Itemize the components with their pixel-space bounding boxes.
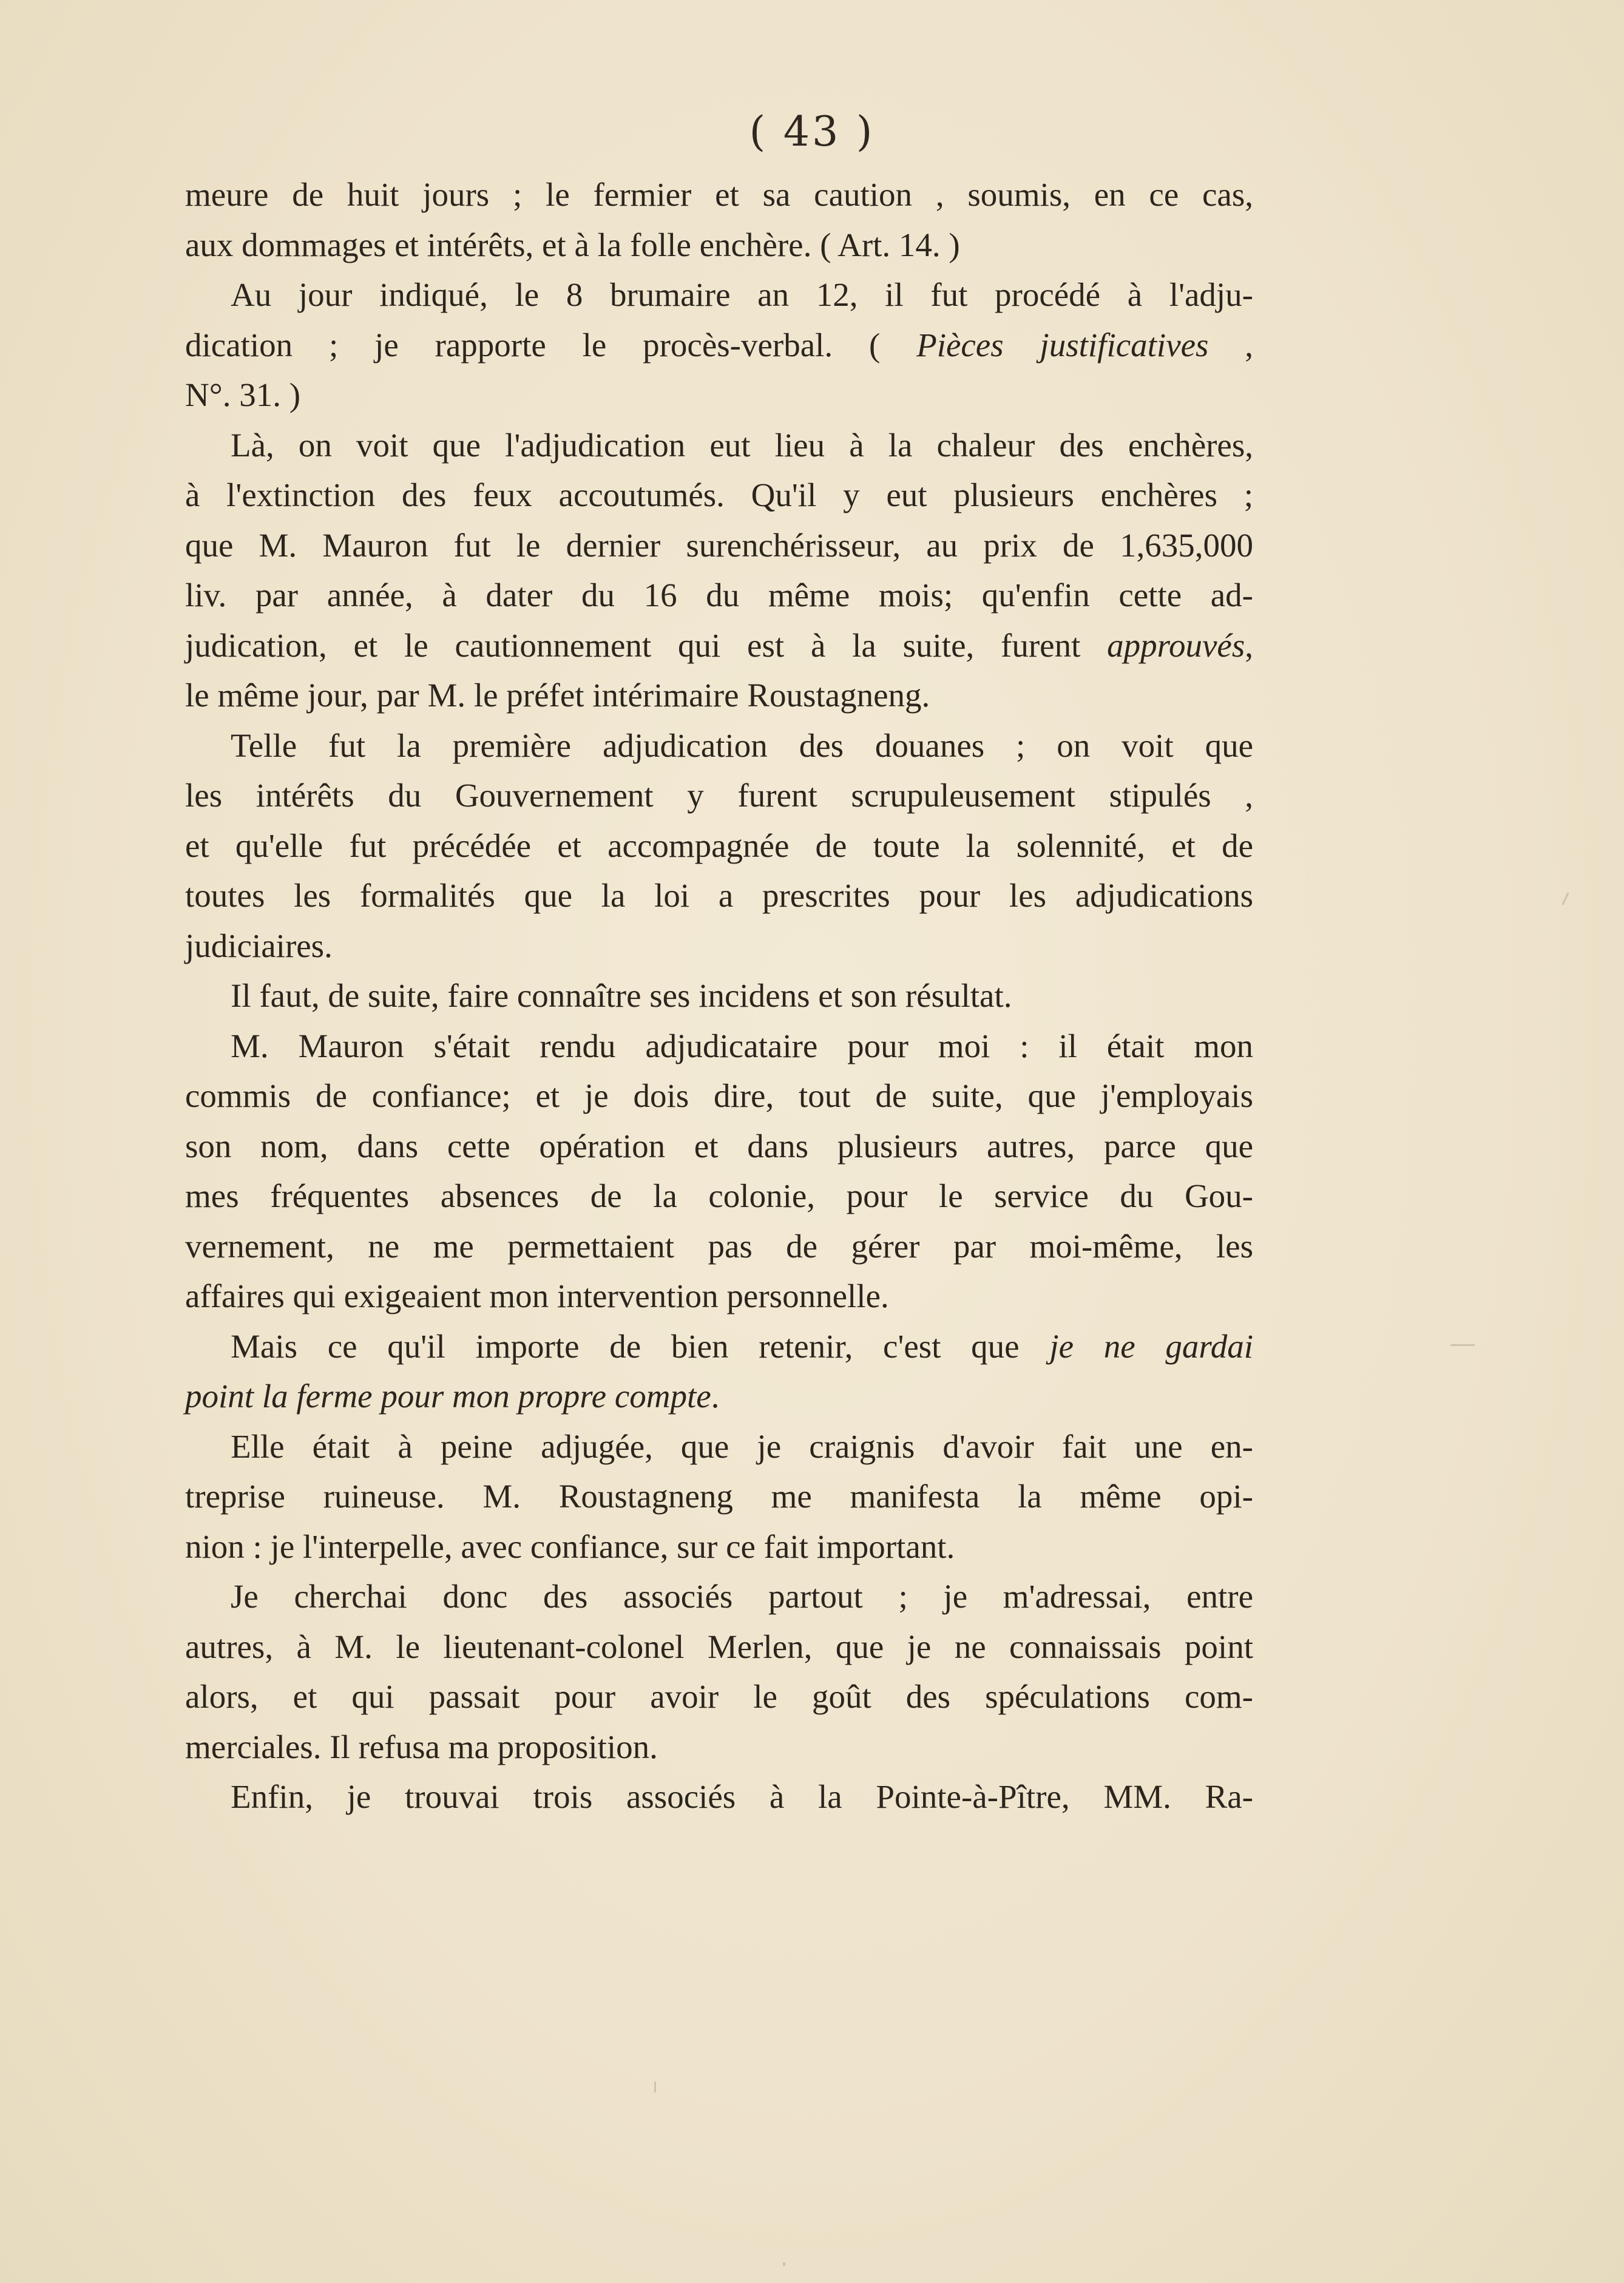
line-text: . — [711, 1378, 720, 1415]
line-text: merciales. Il refusa ma proposition. — [185, 1728, 658, 1765]
line-text: judication, et le cautionnement qui est à la suite, furent — [185, 626, 1108, 664]
italic-text: je ne gardai — [1049, 1327, 1253, 1365]
text-line — [185, 1772, 1253, 1822]
text-line — [185, 971, 1253, 1021]
line-text: M. Mauron s'était rendu adjudicataire pour moi : il était mon — [231, 1027, 1253, 1064]
line-text: judiciaires. — [185, 927, 333, 964]
line-text: son nom, dans cette opération et dans plusieurs autres, parce que — [185, 1127, 1253, 1165]
text-line — [185, 1422, 1253, 1472]
italic-text: point la ferme pour mon propre compte — [185, 1378, 711, 1415]
text-line — [185, 320, 1253, 371]
line-text: Il faut, de suite, faire connaître ses incidens et son résultat. — [231, 977, 1012, 1014]
text-line — [185, 470, 1253, 521]
text-line — [185, 170, 1253, 220]
text-line — [185, 1071, 1253, 1121]
line-text: Telle fut la première adjudication des douanes ; on voit que — [231, 726, 1253, 764]
text-line — [185, 1371, 1253, 1422]
line-text: , — [1245, 626, 1253, 664]
text-line — [185, 771, 1253, 821]
text-line — [185, 1171, 1253, 1222]
line-text: mes fréquentes absences de la colonie, pour le service du Gou- — [185, 1177, 1253, 1214]
text-line — [185, 1322, 1253, 1372]
line-text: toutes les formalités que la loi a prescrites pour les adjudications — [185, 877, 1253, 914]
paper-mark — [1561, 892, 1569, 905]
text-line — [185, 671, 1253, 721]
text-line — [185, 1021, 1253, 1072]
line-text: affaires qui exigeaient mon intervention personnelle. — [185, 1277, 889, 1314]
text-line — [185, 1572, 1253, 1622]
line-text: alors, et qui passait pour avoir le goût des spéculations com- — [185, 1678, 1253, 1715]
page-number: ( 43 ) — [749, 108, 875, 156]
text-line — [185, 1271, 1253, 1322]
line-text: commis de confiance; et je dois dire, tout de suite, que j'employais — [185, 1077, 1253, 1114]
text-line — [185, 1722, 1253, 1773]
line-text: Je cherchai donc des associés partout ; je m'adressai, entre — [231, 1578, 1253, 1615]
paper-mark — [654, 2082, 656, 2092]
text-line — [185, 721, 1253, 771]
body-text — [185, 170, 1253, 1822]
line-text: meure de huit jours ; le fermier et sa caution , soumis, en ce cas, — [185, 176, 1253, 213]
paper-mark — [783, 2262, 785, 2266]
line-text: Elle était à peine adjugée, que je craignis d'avoir fait une en- — [231, 1427, 1253, 1465]
text-line — [185, 921, 1253, 972]
line-text: dication ; je rapporte le procès-verbal. ( — [185, 326, 917, 364]
text-line — [185, 821, 1253, 871]
text-line — [185, 570, 1253, 621]
text-line — [185, 220, 1253, 271]
text-line — [185, 270, 1253, 320]
line-text: nion : je l'interpelle, avec confiance, sur ce fait important. — [185, 1527, 955, 1565]
text-line — [185, 1121, 1253, 1172]
line-text: et qu'elle fut précédée et accompagnée de toute la solennité, et de — [185, 827, 1253, 864]
line-text: le même jour, par M. le préfet intérimaire Roustagneng. — [185, 677, 930, 714]
line-text: Mais ce qu'il importe de bien retenir, c'est que — [231, 1327, 1050, 1365]
text-line — [185, 1522, 1253, 1572]
text-line — [185, 370, 1253, 421]
line-text: Au jour indiqué, le 8 brumaire an 12, il fut procédé à l'adju- — [231, 276, 1253, 313]
line-text: que M. Mauron fut le dernier surenchérisseur, au prix de 1,635,000 — [185, 526, 1253, 564]
line-text: liv. par année, à dater du 16 du même mois; qu'enfin cette ad- — [185, 577, 1253, 614]
line-text: N°. 31. ) — [185, 376, 301, 413]
italic-text: approuvés — [1107, 626, 1245, 664]
line-text: aux dommages et intérêts, et à la folle enchère. ( Art. 14. ) — [185, 226, 960, 263]
text-line — [185, 1672, 1253, 1722]
line-text: Enfin, je trouvai trois associés à la Pointe-à-Pître, MM. Ra- — [231, 1778, 1253, 1815]
line-text: treprise ruineuse. M. Roustagneng me manifesta la même opi- — [185, 1478, 1253, 1515]
line-text: Là, on voit que l'adjudication eut lieu à la chaleur des enchères, — [231, 426, 1253, 464]
text-line — [185, 1472, 1253, 1522]
line-text: les intérêts du Gouvernement y furent scrupuleusement stipulés , — [185, 777, 1253, 814]
italic-text: Pièces justificatives — [916, 326, 1209, 364]
text-line — [185, 521, 1253, 571]
text-line — [185, 1222, 1253, 1272]
line-text: autres, à M. le lieutenant-colonel Merlen, que je ne connaissais point — [185, 1628, 1253, 1665]
line-text: à l'extinction des feux accoutumés. Qu'il y eut plusieurs enchères ; — [185, 476, 1253, 513]
text-line — [185, 421, 1253, 471]
paper-mark — [1450, 1344, 1475, 1346]
text-line — [185, 871, 1253, 921]
text-line — [185, 1622, 1253, 1673]
line-text: , — [1208, 326, 1253, 364]
text-line — [185, 621, 1253, 671]
line-text: vernement, ne me permettaient pas de gérer par moi-même, les — [185, 1227, 1253, 1265]
